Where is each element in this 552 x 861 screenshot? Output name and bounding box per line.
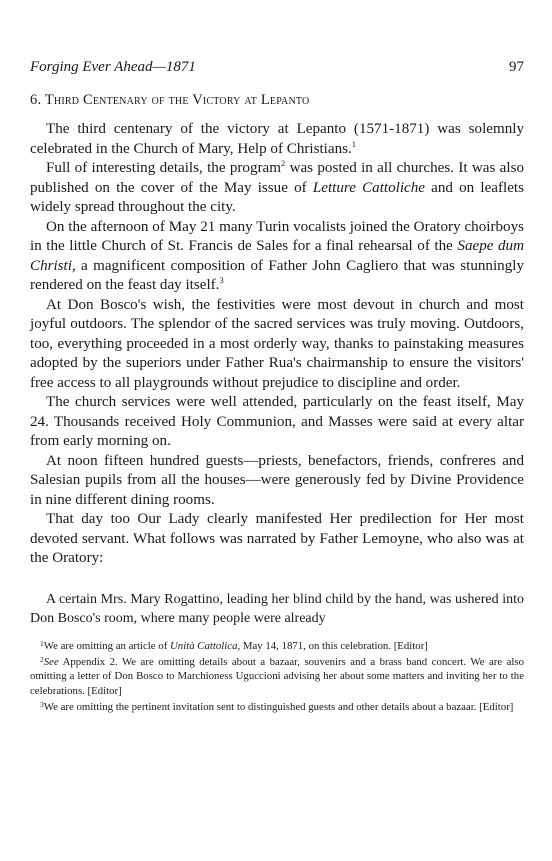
block-quote bbox=[30, 591, 524, 628]
paragraph-2 bbox=[30, 159, 524, 218]
footnote-1-text-a: We are omitting an article of bbox=[43, 640, 170, 652]
quote-text: A certain Mrs. Mary Rogattino, leading her blind child by the hand, was ushered into Don Bosco's room, where many people were already bbox=[30, 592, 524, 626]
footnote-2-see: See bbox=[43, 656, 59, 669]
paragraph-2-text-b: was posted in all churches. It was also published on the cover of the May issue of bbox=[30, 160, 524, 196]
footnote-3 bbox=[30, 698, 524, 714]
footnote-1 bbox=[30, 637, 524, 653]
paragraph-7: That day too Our Lady clearly manifested Her predilection for Her most devoted servant. What follows was narrated by Father Lemoyne, who also was at the Oratory: bbox=[30, 511, 524, 566]
footnote-2-text: Appendix 2. We are omitting details about a bazaar, souvenirs and a brass band concert. We are also omitting a letter of Don Bosco to Marchioness Uguccioni advising her about some matters and inviting her to the celebrations. [Editor] bbox=[30, 656, 524, 697]
paragraph-1-text: The third centenary of the victory at Lepanto (1571-1871) was solemnly celebrated in the Church of Mary, Help of Christians. bbox=[30, 121, 524, 157]
footnote-ref-2: 2 bbox=[281, 158, 286, 168]
footnote-ref-3: 3 bbox=[219, 275, 224, 285]
page-number: 97 bbox=[509, 59, 524, 75]
footnote-ref-1: 1 bbox=[351, 138, 357, 149]
footnote-3-text: We are omitting the pertinent invitation sent to distinguished guests and other details about a bazaar. [Editor] bbox=[43, 700, 514, 713]
section-title: 6. Third Centenary of the Victory at Lepanto bbox=[30, 92, 310, 108]
running-head bbox=[30, 58, 524, 76]
paragraph-5: The church services were well attended, particularly on the feast itself, May 24. Thousands received Holy Communion, and Masses were said at every altar from early morning on. bbox=[30, 394, 524, 449]
running-title: Forging Ever Ahead—1871 bbox=[30, 59, 196, 75]
paragraph-3-text-b: a magnificent composition of Father John Cagliero that was stunningly rendered on the feast day itself. bbox=[30, 257, 524, 293]
footnote-1-mark: 1 bbox=[40, 639, 44, 648]
paragraph-1 bbox=[30, 120, 524, 159]
paragraph-6: At noon fifteen hundred guests—priests, benefactors, friends, confreres and Salesian pupils from all the houses—were generously fed by Divine Providence in nine different dining rooms. bbox=[30, 452, 524, 508]
footnote-1-newspaper: Unità Cattolica, bbox=[170, 640, 241, 652]
footnote-3-mark: 3 bbox=[40, 699, 44, 709]
footnote-1-text-b: May 14, 1871, on this celebration. [Editor] bbox=[240, 640, 428, 652]
composition-title: Saepe dum Christi, bbox=[30, 238, 525, 274]
body-text bbox=[30, 120, 524, 569]
footnote-2 bbox=[30, 653, 524, 698]
paragraph-2-text-c: and on leaflets widely spread throughout the city. bbox=[30, 179, 524, 215]
paragraph-3 bbox=[30, 218, 524, 296]
footnotes bbox=[30, 637, 524, 714]
paragraph-2-text-a: Full of interesting details, the program bbox=[46, 160, 281, 176]
paragraph-3-text-a: On the afternoon of May 21 many Turin vocalists joined the Oratory choirboys in the little Church of St. Francis de Sales for a final rehearsal of the bbox=[30, 218, 524, 254]
footnote-2-mark: 2 bbox=[40, 655, 44, 665]
publication-title: Letture Cattoliche bbox=[312, 179, 425, 196]
paragraph-4: At Don Bosco's wish, the festivities were most devout in church and most joyful outdoors. The splendor of the sacred services was truly moving. Outdoors, too, everything proceeded in a most orderly way, thanks to painstaking measures adopted by the superiors under Father Rua's chairmanship to ensure the visitors' free access to all playgrounds without prejudice to discipline and order. bbox=[30, 296, 524, 391]
